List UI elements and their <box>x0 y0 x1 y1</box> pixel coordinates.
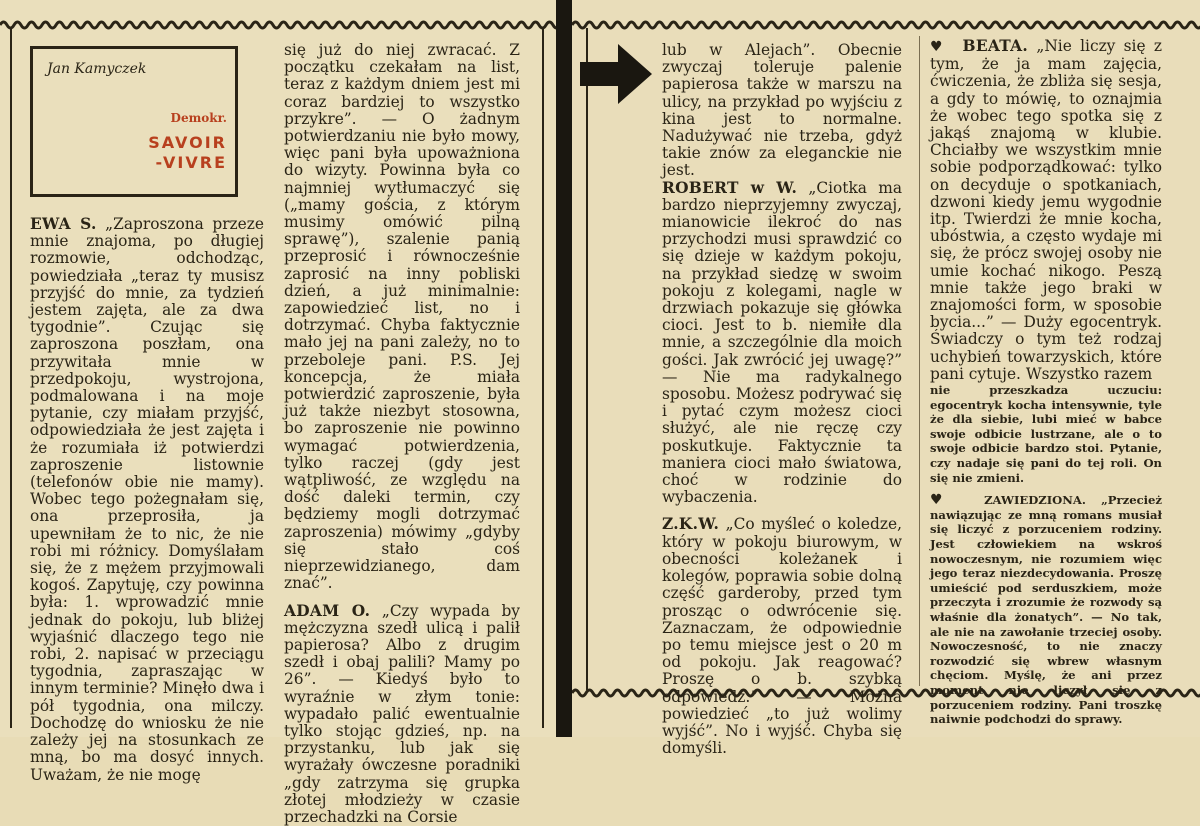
letter-ewa <box>30 216 264 784</box>
right-page-left-line <box>586 28 588 690</box>
right-page <box>572 0 1200 737</box>
section-title <box>148 133 227 173</box>
answer-ewa: się już do niej zwracać. Z początku czekałam na list, teraz z każdym dniem jest mi coraz bardziej to wszystko przykre”. — O żadnym potwierdzaniu nie było mowy, więc pani była upoważniona do wizyty. Powinna była co najmniej wytłumaczyć się („mamy gościa, z którym musimy omówić pilną sprawę”), szalenie panią przeprosić i równocześnie zaprosić na inny pobliski dzień, a już minimalnie: zapowiedzieć list, no i dotrzymać. Chyba faktycznie mało jej na pani zależy, no to przeboleje pani. P.S. Jej koncepcja, że miała potwierdzić zaproszenie, była już także niezbyt stosowna, bo zaproszenie nie powinno wymagać potwierdzenia, tylko raczej (gdy jest wątpliwość, ze względu na dość daleki termin, czy będziemy mogli dotrzymać zaproszenia) mówimy „gdyby się stało coś nieprzewidzianego, dam znać”. <box>284 42 520 593</box>
letter-beata <box>930 38 1162 383</box>
letter-lead: ZAWIEDZIONA. <box>984 493 1086 507</box>
answer-beata: nie przeszkadza uczuciu: egocentryk kocha intensywnie, tyle że dla siebie, lubi mieć w babce swoje odbicie lustrzane, ale o to swoje odbicie bardzo stoi. Pytanie, czy nadaje się pani do tej roli. On się nie zmieni. <box>930 383 1162 485</box>
left-page <box>0 0 556 737</box>
letter-lead: ROBERT w W. <box>662 179 797 197</box>
answer-adam-cont: lub w Alejach”. Obecnie zwyczaj toleruje palenie papierosa także w marszu na ulicy, na przykład po wyjściu z kina jest to normalne. Nadużywać nie trzeba, gdyż takie znów za eleganckie nie jest. <box>662 42 902 180</box>
letter-zawiedziona <box>930 493 1162 727</box>
column-2 <box>284 42 520 826</box>
letter-lead: Z.K.W. <box>662 515 719 533</box>
letter-text: „Nie liczy się z tym, że ja mam zajęcia, ćwiczenia, że zbliża się sesja, a gdy to mówię, to oznajmia że wobec tego spotka się z jakąś znajomą w klubie. Chciałby we wszystkim mnie sobie podporządkować: tylko on decyduje o spotkaniach, dzwoni kiedy jemu wygodnie itp. Twierdzi że mnie kocha, ubóstwia, a często wydaje mi się, że prócz swojej osoby nie umie kochać nikogo. Peszą mnie także jego braki w znajomości form, w sposobie bycia...” — Duży egocentryk. Świadczy o tym też rodzaj uchybień towarzyskich, które pani cytuje. Wszystko razem <box>930 37 1162 383</box>
letter-adam <box>284 603 520 826</box>
wavy-border-top-right <box>572 18 1200 32</box>
letter-text: „Czy wypada by mężczyzna szedł ulicą i palił papierosa? Albo z drugim szedł i obaj palili? Mamy po 26”. — Kiedyś było to wyraźnie w złym tonie: wypadało palić ewentualnie tylko stojąc gdzieś, np. na przystanku, lub jak się wyrażały ówczesne poradniki „gdy zatrzyma się grupka złotej młodzieży w czasie przechadzki na Corsie <box>284 602 520 826</box>
right-frame-line <box>542 28 544 728</box>
letter-lead: EWA S. <box>30 215 97 233</box>
section-label-small: Demokr. <box>171 111 227 125</box>
letter-zkw <box>662 516 902 757</box>
page-gutter <box>556 0 572 737</box>
wavy-border-top-left <box>0 18 556 32</box>
letter-lead: ADAM O. <box>284 602 370 620</box>
heart-icon: ♥ <box>930 492 954 508</box>
letter-text: „Przecież nawiązując ze mną romans musiał się liczyć z porzuceniem rodziny. Jest człowiekiem na wskroś nowoczesnym, nie rozumiem więc jego teraz niezdecydowania. Proszę umieścić pod serduszkiem, może przeczyta i zrozumie że rozwody są właśnie dla żonatych”. — No tak, ale nie na zawołanie trzeciej osoby. Nowoczesność, to nie znaczy rozwodzić się wbrew własnym chęciom. Myślę, że ani przez moment nie liczył się z porzuceniem rodziny. Pani troszkę naiwnie podchodzi do sprawy. <box>930 493 1162 726</box>
arrow-right-icon <box>578 40 654 108</box>
letter-text: „Co myśleć o koledze, który w pokoju biurowym, w obecności koleżanek i kolegów, poprawia sobie dolną część garderoby, przed tym prosząc o odwrócenie się. Zaznaczam, że odpowiednie po temu miejsce jest o 20 m od pokoju. Jak reagować? Proszę o b. szybką odpowiedź.” — Można powiedzieć „to już wolimy wyjść”. No i wyjść. Chyba się domyśli. <box>662 515 902 757</box>
letter-lead: BEATA. <box>963 37 1029 55</box>
section-title-line2: -VIVRE <box>148 153 227 173</box>
column-3 <box>662 42 902 757</box>
author-name: Jan Kamyczek <box>47 61 146 77</box>
heart-icon: ♥ <box>930 39 946 55</box>
letter-robert <box>662 180 902 507</box>
left-frame-line <box>10 28 12 728</box>
letter-text: „Zaproszona przeze mnie znajoma, po długiej rozmowie, odchodząc, powiedziała „teraz ty musisz przyjść do mnie, za tydzień jestem zajęta, ale za dwa tygodnie”. Czując się zaproszona poszłam, ona przywitała mnie w przedpokoju, wystrojona, podmalowana i na moje pytanie, czy miałam przyjść, odpowiedziała że jest zajęta i że rozumiała iż potwierdzi zaproszenie listownie (telefonów obie nie mamy). Wobec tego pożegnałam się, ona przeprosiła, ja upewniłam że to nic, że nie robi mi różnicy. Domyślałam się, że z mężem przyjmowali kogoś. Zapytuję, czy powinna była: 1. wprowadzić mnie jednak do pokoju, lub bliżej wyjaśnić dlaczego tego nie robi, 2. napisać w przeciągu tygodnia, zapraszając w innym terminie? Minęło dwa i pół tygodnia, ona milczy. Dochodzę do wniosku że nie zależy jej na stosunkach ze mną, bo ma dosyć innych. Uważam, że nie mogę <box>30 215 264 784</box>
section-title-line1: SAVOIR <box>148 133 227 153</box>
column-header-box <box>30 46 238 197</box>
letter-text: „Ciotka ma bardzo nieprzyjemny zwyczaj, mianowicie ilekroć do nas przychodzi musi sprawdzić co się dzieje w każdym pokoju, na przykład siedzę w swoim pokoju z kolegami, nagle w drzwiach pokazuje się główka cioci. Jest to b. niemiłe dla mnie, a szczególnie dla moich gości. Jak zwrócić jej uwagę?” — Nie ma radykalnego sposobu. Możesz podrywać się i pytać czym możesz cioci służyć, ale nie ręczę czy poskutkuje. Faktycznie ta maniera cioci mało światowa, choć w rodzinie do wybaczenia. <box>662 179 902 507</box>
column-separator <box>919 36 920 686</box>
column-1 <box>30 216 264 784</box>
column-4 <box>930 38 1162 727</box>
